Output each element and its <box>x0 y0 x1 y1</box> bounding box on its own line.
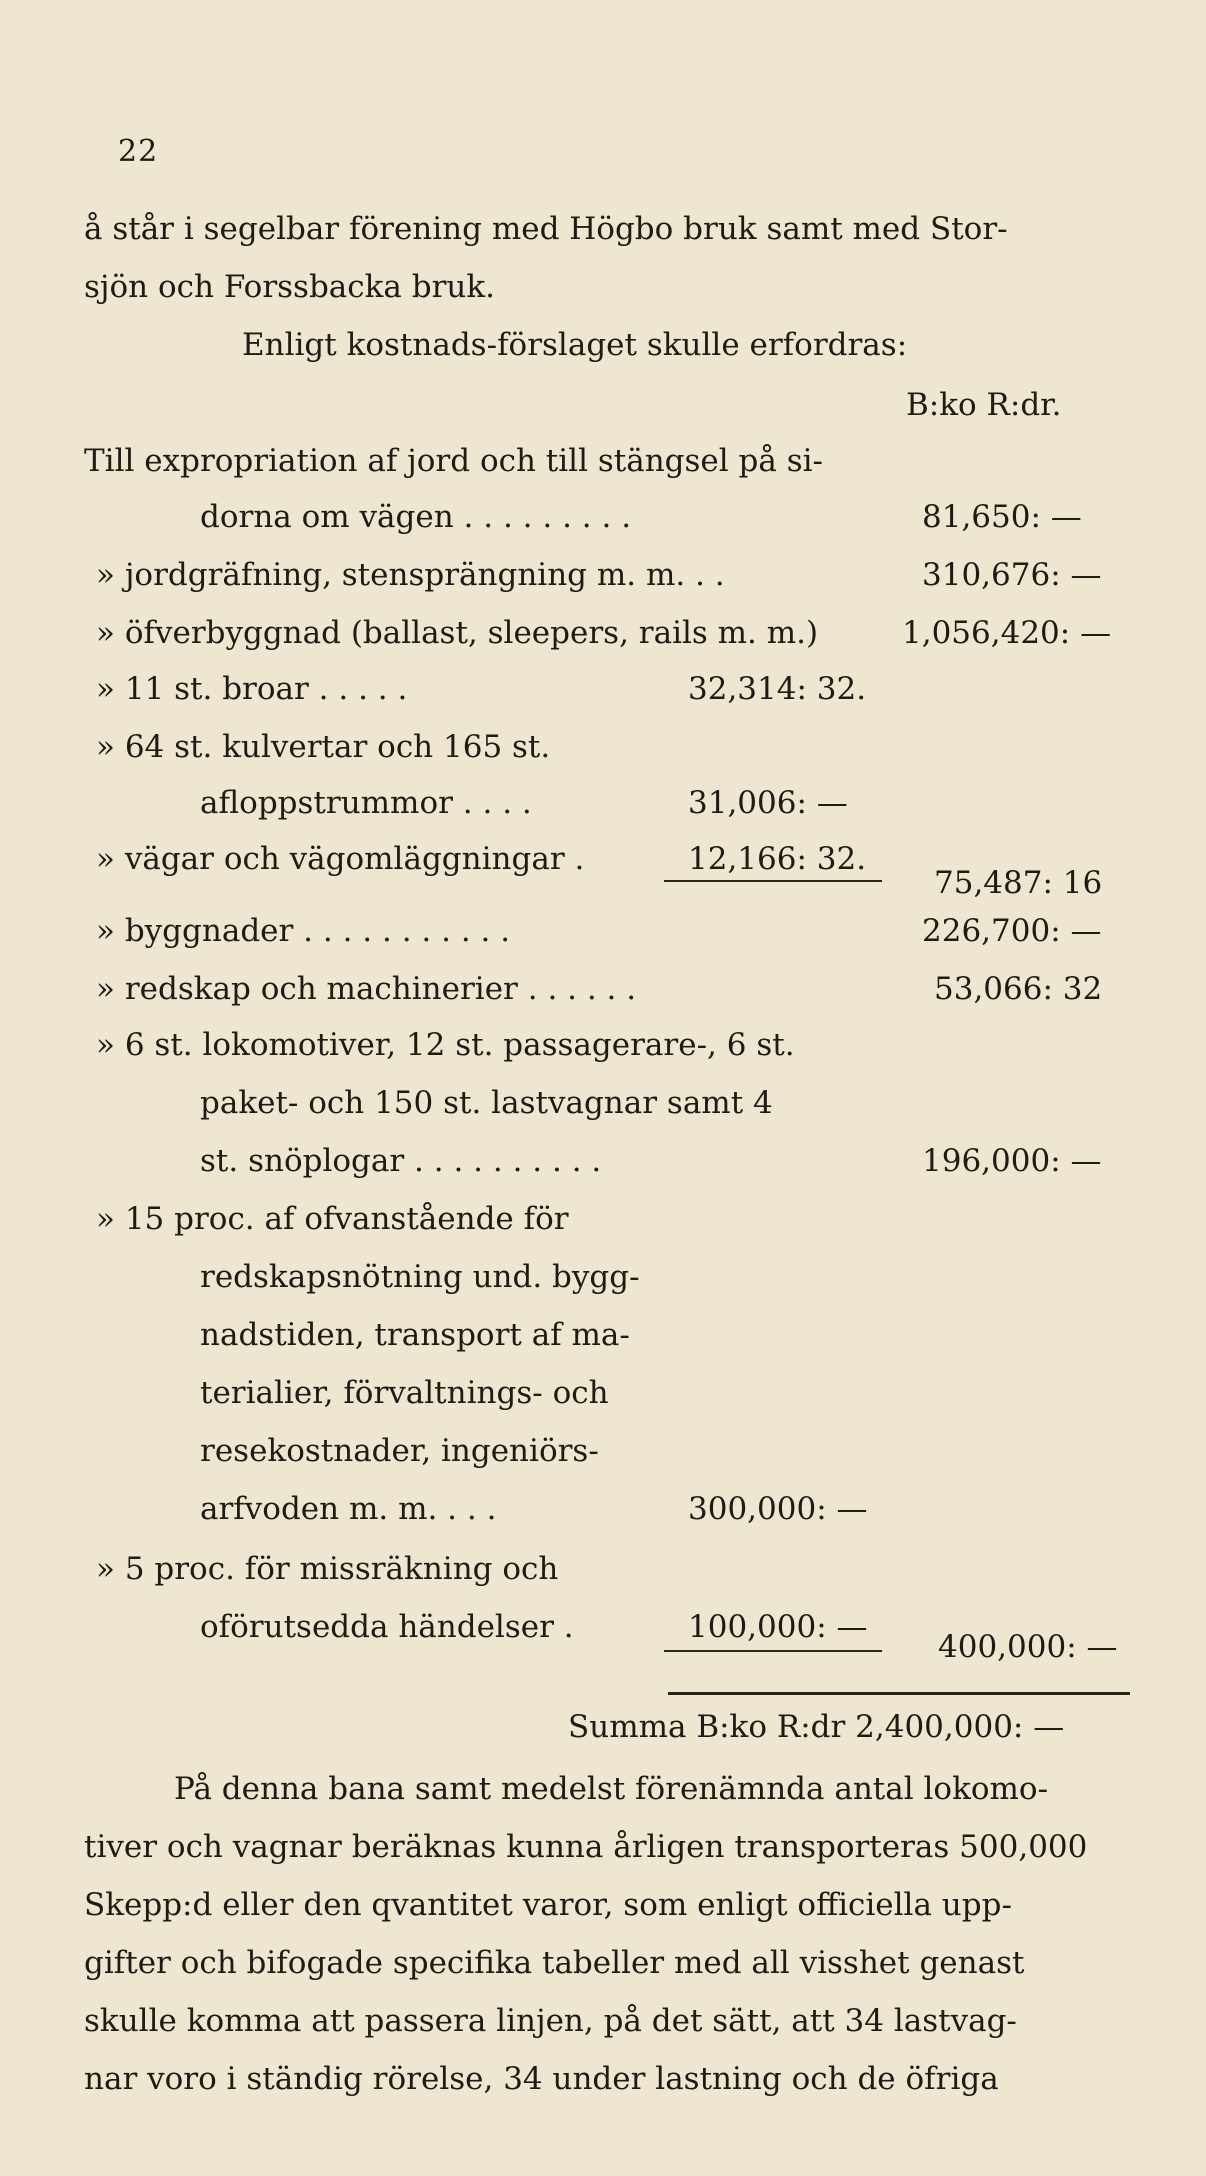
item-line: » byggnader . . . . . . . . . . . <box>96 913 511 949</box>
currency-label: B:ko R:dr. <box>906 387 1062 423</box>
item-amount: 300,000: — <box>688 1491 868 1527</box>
paragraph-line: gifter och bifogade specifika tabeller med all visshet genast <box>84 1945 1025 1981</box>
item-amount: 226,700: — <box>922 913 1102 949</box>
item-line: » jordgräfning, stensprängning m. m. . . <box>96 557 725 593</box>
paragraph-line: skulle komma att passera linjen, på det sätt, att 34 lastvag- <box>84 2003 1017 2039</box>
item-line: » redskap och machinerier . . . . . . <box>96 971 637 1007</box>
item-line: » vägar och vägomläggningar . <box>96 841 585 877</box>
item-amount: 1,056,420: — <box>902 615 1112 651</box>
item-line: paket- och 150 st. lastvagnar samt 4 <box>200 1085 773 1121</box>
intro-line: å står i segelbar förening med Högbo bruk samt med Stor- <box>84 211 1008 247</box>
item-line: arfvoden m. m. . . . <box>200 1491 497 1527</box>
intro-line: sjön och Forssbacka bruk. <box>84 269 496 305</box>
item-amount: 32,314: 32. <box>688 671 867 707</box>
group-total: 400,000: — <box>938 1629 1118 1665</box>
group-total: 75,487: 16 <box>934 865 1103 901</box>
item-line: oförutsedda händelser . <box>200 1609 574 1645</box>
item-line: » 64 st. kulvertar och 165 st. <box>96 729 551 765</box>
subtotal-rule <box>664 1650 882 1652</box>
item-line: » öfverbyggnad (ballast, sleepers, rails m. m.) <box>96 615 819 651</box>
item-line: resekostnader, ingeniörs- <box>200 1433 599 1469</box>
paragraph-line: nar voro i ständig rörelse, 34 under lastning och de öfriga <box>84 2061 999 2097</box>
item-amount: 196,000: — <box>922 1143 1102 1179</box>
item-line: » 11 st. broar . . . . . <box>96 671 408 707</box>
item-line: nadstiden, transport af ma- <box>200 1317 630 1353</box>
subtotal-rule <box>664 880 882 882</box>
item-line: » 15 proc. af ofvanstående för <box>96 1201 569 1237</box>
paragraph-line: tiver och vagnar beräknas kunna årligen transporteras 500,000 <box>84 1829 1088 1865</box>
item-amount: 53,066: 32 <box>934 971 1103 1007</box>
item-line: dorna om vägen . . . . . . . . . <box>200 499 632 535</box>
summa-line: Summa B:ko R:dr 2,400,000: — <box>568 1709 1065 1745</box>
item-amount: 31,006: — <box>688 785 848 821</box>
item-line: terialier, förvaltnings- och <box>200 1375 609 1411</box>
item-line: » 5 proc. för missräkning och <box>96 1551 559 1587</box>
paragraph-line: Skepp:d eller den qvantitet varor, som enligt officiella upp- <box>84 1887 1012 1923</box>
cost-heading: Enligt kostnads-förslaget skulle erfordras: <box>242 327 908 363</box>
page-number: 22 <box>118 134 159 169</box>
item-amount: 310,676: — <box>922 557 1102 593</box>
item-line: redskapsnötning und. bygg- <box>200 1259 640 1295</box>
paragraph-line: På denna bana samt medelst förenämnda antal lokomo- <box>174 1771 1049 1807</box>
item-line: Till expropriation af jord och till stängsel på si- <box>84 443 824 479</box>
item-line: afloppstrummor . . . . <box>200 785 532 821</box>
item-amount: 81,650: — <box>922 499 1082 535</box>
item-line: st. snöplogar . . . . . . . . . . <box>200 1143 602 1179</box>
item-amount: 12,166: 32. <box>688 841 867 877</box>
item-amount: 100,000: — <box>688 1609 868 1645</box>
item-line: » 6 st. lokomotiver, 12 st. passagerare-, 6 st. <box>96 1027 795 1063</box>
total-rule <box>668 1692 1130 1695</box>
